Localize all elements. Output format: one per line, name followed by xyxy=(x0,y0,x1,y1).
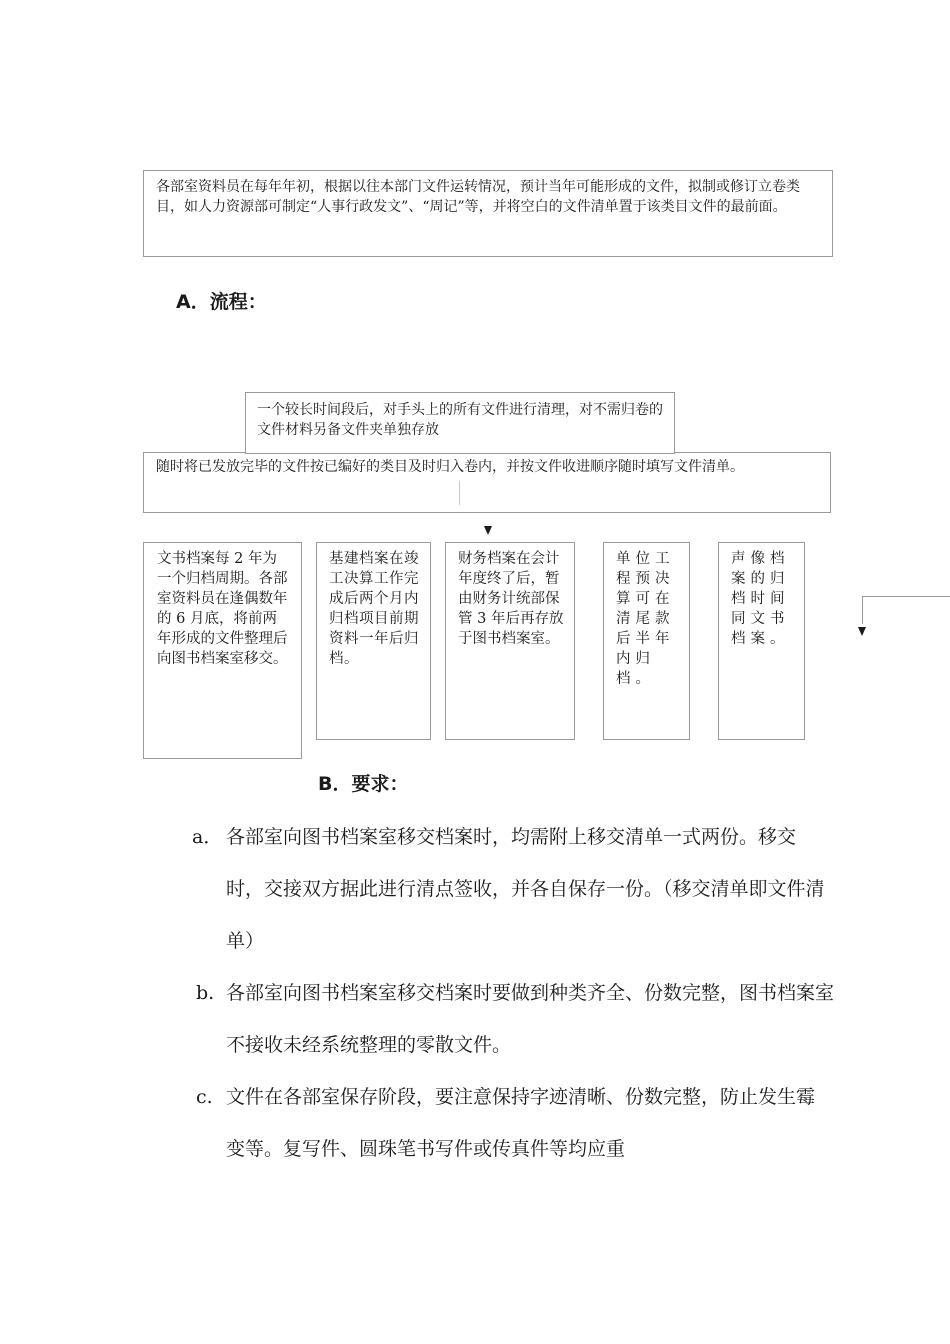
side-arrow-icon xyxy=(858,627,866,636)
flow-step-cleanup-text: 一个较长时间段后，对手头上的所有文件进行清理，对不需归卷的文件材料另备文件夹单独存放 xyxy=(257,402,663,438)
branch-construction xyxy=(316,542,431,740)
requirement-c xyxy=(196,1071,836,1175)
branch-documents-text: 文书档案每 2 年为一个归档周期。各部室资料员在逢偶数年的 6 月底，将前两年形成的文件整理后向图书档案室移交。 xyxy=(157,551,288,667)
section-b-heading: B．要求： xyxy=(318,773,409,795)
branch-finance-text: 财务档案在会计年度终了后，暂由财务计统部保管 3 年后再存放于图书档案室。 xyxy=(458,551,564,647)
intro-box xyxy=(143,170,833,257)
branch-documents xyxy=(143,542,302,759)
branch-project-budget xyxy=(603,542,690,740)
branch-audiovisual-text: 声像档案的归档时间同文书档案。 xyxy=(731,551,790,647)
requirement-b xyxy=(196,967,836,1071)
requirement-b-text: 各部室向图书档案室移交档案时要做到种类齐全、份数完整，图书档案室不接收未经系统整理的零散文件。 xyxy=(226,982,835,1056)
requirement-b-letter: b. xyxy=(196,982,215,1004)
down-arrow-icon xyxy=(484,526,492,535)
branch-construction-text: 基建档案在竣工决算工作完成后两个月内归档项目前期资料一年后归档。 xyxy=(329,551,419,667)
requirement-a xyxy=(192,811,832,967)
section-a-heading: A．流程： xyxy=(176,291,267,313)
side-connector-horizontal xyxy=(862,596,950,597)
requirement-a-letter: a． xyxy=(192,826,223,848)
flow-step-cleanup xyxy=(245,392,675,454)
intro-text: 各部室资料员在每年年初，根据以往本部门文件运转情况，预计当年可能形成的文件，拟制或修订立卷类目，如人力资源部可制定“人事行政发文”、“周记”等，并将空白的文件清单置于该类目文件的最前面。 xyxy=(156,179,800,215)
requirement-a-text: 各部室向图书档案室移交档案时，均需附上移交清单一式两份。移交时，交接双方据此进行清点签收，并各自保存一份。（移交清单即文件清单） xyxy=(226,826,825,952)
requirement-c-text: 文件在各部室保存阶段，要注意保持字迹清晰、份数完整，防止发生霉变等。复写件、圆珠笔书写件或传真件等均应重 xyxy=(226,1086,816,1160)
flow-step-file-text: 随时将已发放完毕的文件按已编好的类目及时归入卷内，并按文件收进顺序随时填写文件清单。 xyxy=(156,459,744,475)
branch-finance xyxy=(445,542,575,740)
flow-step-file xyxy=(143,452,831,513)
branch-project-budget-text: 单位工程预决算可在清尾款后半年内归档。 xyxy=(616,551,675,687)
requirement-c-letter: c. xyxy=(196,1086,213,1108)
branch-audiovisual xyxy=(718,542,805,740)
side-connector-vertical xyxy=(862,596,863,624)
connector-line xyxy=(459,481,460,505)
